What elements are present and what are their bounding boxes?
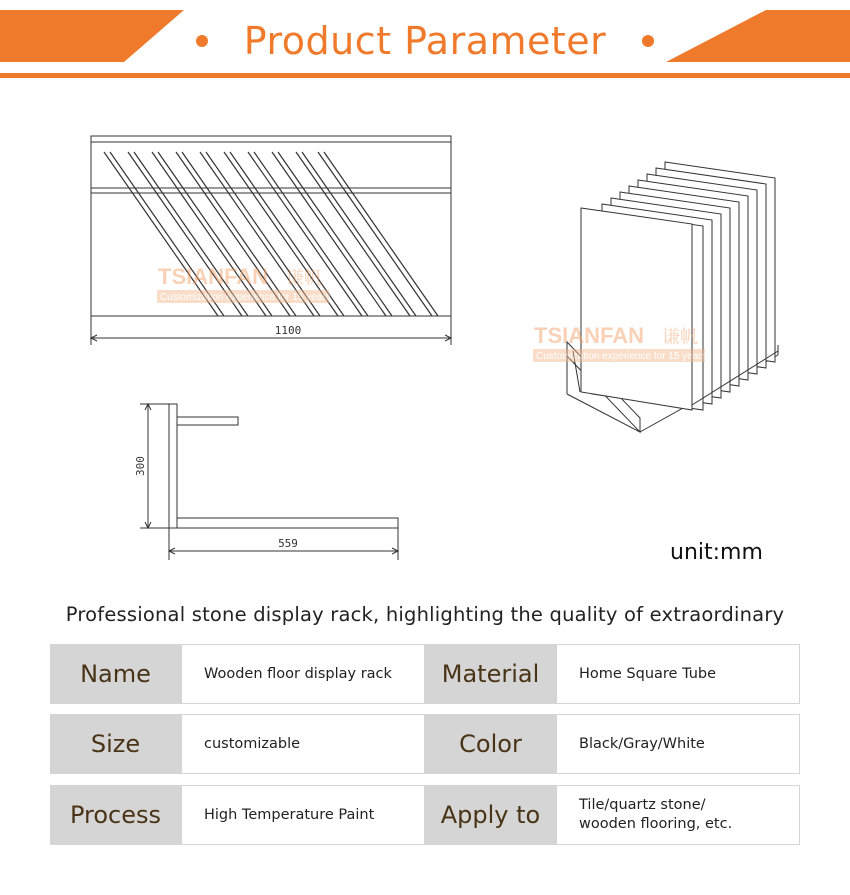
param-value: customizable <box>181 714 425 774</box>
front-width-label: 1100 <box>274 324 302 337</box>
side-view-drawing <box>140 404 398 560</box>
isometric-view-drawing <box>567 162 778 432</box>
technical-drawing <box>0 80 850 600</box>
title-dot-left <box>196 35 208 47</box>
watermark-front <box>157 264 331 303</box>
watermark-chinese-2: 谦帆 <box>662 327 698 348</box>
param-value-line: wooden flooring, etc. <box>579 816 733 832</box>
param-value: Black/Gray/White <box>556 714 800 774</box>
page-title: Product Parameter <box>243 19 607 63</box>
side-depth-label: 559 <box>278 537 298 550</box>
param-value: High Temperature Paint <box>181 785 425 845</box>
param-value: Wooden floor display rack <box>181 644 425 704</box>
watermark-tagline: Customization experience for 15 years <box>160 292 331 303</box>
param-label: Material <box>425 644 556 704</box>
watermark-iso <box>533 323 707 362</box>
param-row <box>50 785 800 845</box>
param-label: Size <box>50 714 181 774</box>
param-label: Name <box>50 644 181 704</box>
unit-label: unit:mm <box>670 540 763 565</box>
watermark-tagline-2: Customization experience for 15 years <box>536 351 707 362</box>
param-label: Color <box>425 714 556 774</box>
param-row <box>50 714 800 774</box>
param-value-line: Tile/quartz stone/ <box>579 797 706 813</box>
param-value: Home Square Tube <box>556 644 800 704</box>
param-label: Apply to <box>425 785 556 845</box>
watermark-brand-2: TSIANFAN <box>534 323 644 348</box>
watermark-chinese: 谦帆 <box>286 268 322 289</box>
watermark-brand: TSIANFAN <box>158 264 268 289</box>
side-height-label: 300 <box>134 456 147 476</box>
product-subtitle: Professional stone display rack, highlighting the quality of extraordinary <box>65 603 785 626</box>
title-dot-right <box>642 35 654 47</box>
front-view-drawing <box>91 136 451 345</box>
param-label: Process <box>50 785 181 845</box>
param-row <box>50 644 800 704</box>
param-value-multiline <box>556 785 800 845</box>
header-title-area <box>0 10 850 72</box>
